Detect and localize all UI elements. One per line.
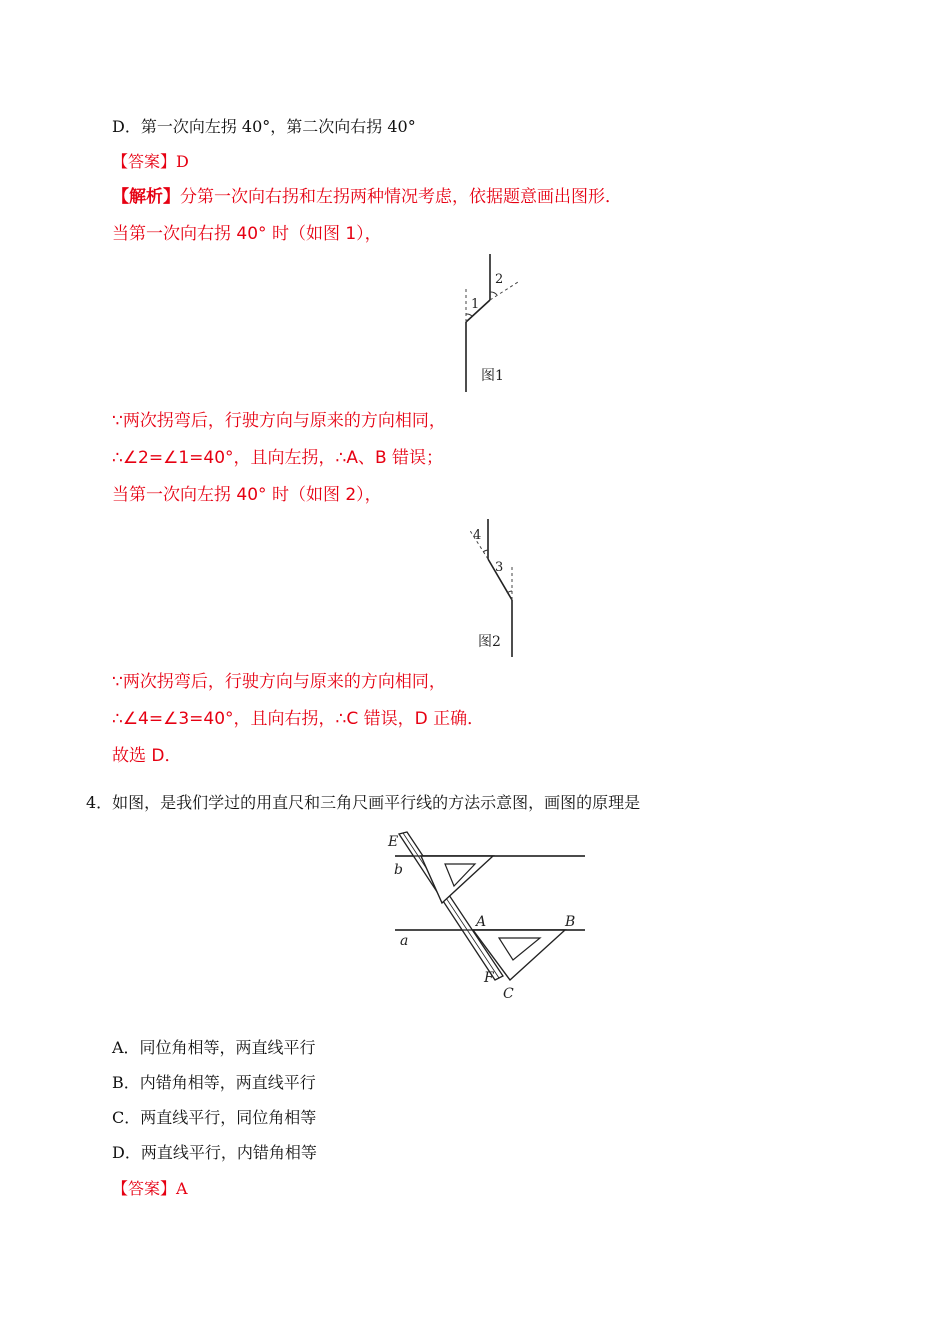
figure-ruler-triangle — [385, 828, 595, 1003]
fig2-label-4: 4 — [473, 528, 482, 543]
q4-question: 4．如图，是我们学过的用直尺和三角尺画平行线的方法示意图，画图的原理是 — [86, 793, 641, 812]
figure-1 — [440, 250, 530, 395]
fig2-caption: 图2 — [478, 634, 501, 650]
q3-reason2: ∵两次拐弯后，行驶方向与原来的方向相同， — [112, 672, 446, 692]
fig1-angle-2-arc — [490, 292, 497, 295]
q3-answer: 【答案】D — [112, 152, 189, 171]
ruler-edge — [403, 833, 499, 978]
q3-option-d: D．第一次向左拐 40°，第二次向右拐 40° — [112, 117, 416, 136]
q3-case2: 当第一次向左拐 40° 时（如图 2）， — [112, 485, 382, 505]
q4-option-a: A．同位角相等，两直线平行 — [112, 1038, 316, 1057]
q3-conclusion1: ∴∠2=∠1=40°，且向左拐，∴A、B 错误； — [112, 448, 444, 468]
triangle-upper — [421, 856, 493, 903]
fig1-caption: 图1 — [481, 368, 504, 384]
label-F: F — [484, 970, 494, 986]
label-a: a — [400, 933, 409, 949]
q4-answer: 【答案】A — [112, 1179, 188, 1198]
label-C: C — [503, 986, 514, 1002]
q3-reason1: ∵两次拐弯后，行驶方向与原来的方向相同， — [112, 411, 446, 431]
label-A: A — [476, 914, 487, 930]
analysis-label: 【解析】 — [112, 187, 180, 207]
label-E: E — [388, 834, 399, 850]
label-B: B — [565, 914, 576, 930]
q4-option-c: C．两直线平行，同位角相等 — [112, 1108, 317, 1127]
fig1-angle-1-arc — [466, 314, 472, 316]
q3-case1: 当第一次向右拐 40° 时（如图 1）， — [112, 224, 382, 244]
fig2-label-3: 3 — [495, 560, 504, 575]
fig1-label-1: 1 — [471, 297, 480, 312]
q4-option-b: B．内错角相等，两直线平行 — [112, 1073, 316, 1092]
q3-conclusion2: ∴∠4=∠3=40°，且向右拐，∴C 错误，D 正确． — [112, 709, 485, 729]
figure-2 — [455, 515, 530, 660]
fig1-label-2: 2 — [495, 272, 504, 287]
label-b: b — [394, 862, 403, 878]
analysis-text: 分第一次向右拐和左拐两种情况考虑，依据题意画出图形． — [180, 187, 622, 207]
q4-option-d: D．两直线平行，内错角相等 — [112, 1143, 317, 1162]
q3-analysis — [112, 186, 622, 208]
q3-final: 故选 D． — [112, 746, 182, 766]
